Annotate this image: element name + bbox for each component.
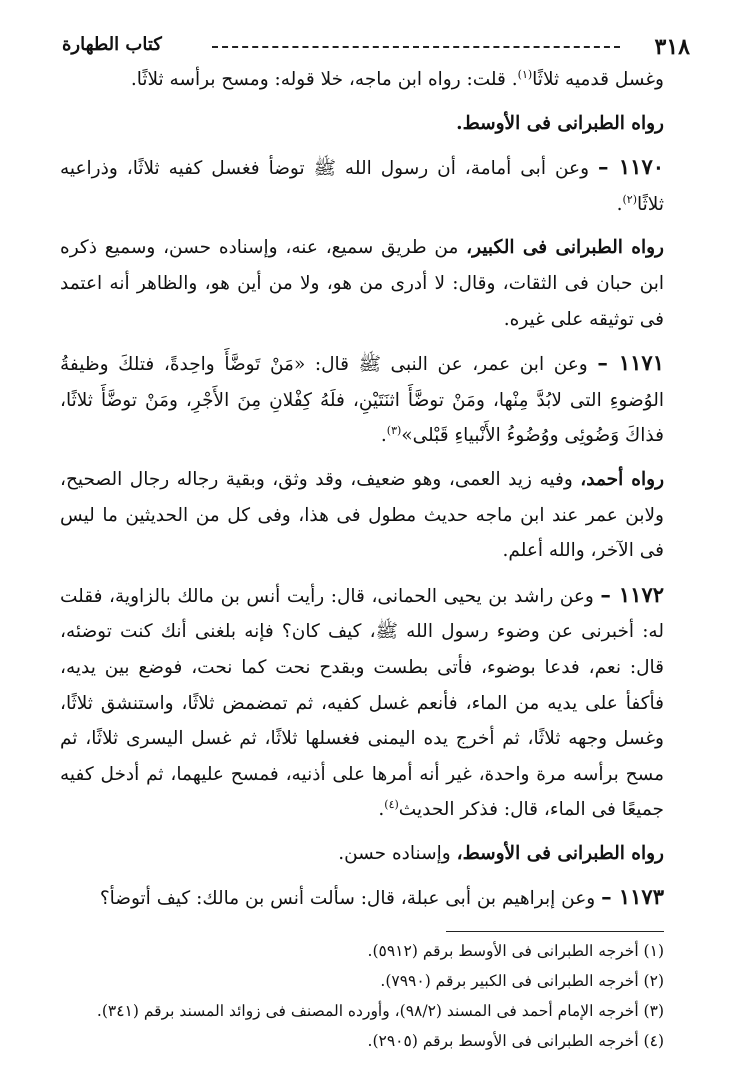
hadith-1171: ١١٧١ – وعن ابن عمر، عن النبى ﷺ قال: «مَنْ تَوضَّأَ واحِدةً، فتلكَ وظيفةُ الوُضوءِ التى لابُدَّ مِنْها، ومَنْ توضَّأَ اثنَتَيْنِ، فلَهُ كِفْلانِ مِنَ الأَجْرِ، ومَنْ توضَّأَ ثلاثًا، فذاكَ وَضُوئِى ووُضُوءُ الأَنْبياءِ قَبْلى»$^{(٣)}$.: [60, 350, 664, 447]
footnote: (١) أخرجه الطبرانى فى الأوسط برقم (٥٩١٢).: [367, 942, 664, 960]
source-paragraph: رواه أحمد، وفيه زيد العمى، وهو ضعيف، وقد وثق، وبقية رجاله رجال الصحيح، ولابن عمر عند ابن ماجه حديث مطول فى هذا، وفى كل من الحديثين ما ليس فى الآخر، والله أعلم.: [60, 468, 665, 562]
hadith-number: ١١٧٢ –: [600, 581, 665, 607]
hadith-number: ١١٧٠ –: [597, 154, 665, 180]
hadith-number: ١١٧١ –: [597, 350, 664, 376]
paragraph: وغسل قدميه ثلاثًا$^{(١)}$. قلت: رواه ابن ماجه، خلا قوله: ومسح برأسه ثلاثًا.: [130, 67, 664, 90]
footnote-divider: [446, 931, 664, 932]
footnote: (٤) أخرجه الطبرانى فى الأوسط برقم (٢٩٠٥).: [367, 1032, 664, 1050]
hadith-number: ١١٧٣ –: [601, 884, 664, 910]
header-divider: [212, 46, 620, 48]
source-paragraph: رواه الطبرانى فى الكبير، من طريق سميع، عنه، وإسناده حسن، وسميع ذكره ابن حبان فى الثقات، وقال: لا أدرى من هو، ولا من أين هو، والظاهر أنه اعتمد فى توثيقه على غيره.: [60, 237, 664, 330]
chapter-title: كتاب الطهارة: [62, 34, 162, 55]
page-body: [60, 62, 664, 925]
page-number: ٣١٨: [654, 34, 690, 60]
footnotes: [60, 936, 664, 1056]
page-header: [62, 32, 690, 62]
footnote: (٣) أخرجه الإمام أحمد فى المسند (٩٨/٢)، وأورده المصنف فى زوائد المسند برقم (٣٤١).: [96, 1002, 664, 1020]
hadith-1173: ١١٧٣ – وعن إبراهيم بن أبى عبلة، قال: سألت أنس بن مالك: كيف أتوضأ؟: [99, 884, 664, 910]
hadith-1170: ١١٧٠ – وعن أبى أمامة، أن رسول الله ﷺ توضأ فغسل كفيه ثلاثًا، وذراعيه ثلاثًا$^{(٢)}$.: [60, 154, 665, 215]
hadith-1172: ١١٧٢ – وعن راشد بن يحيى الحمانى، قال: رأيت أنس بن مالك بالزاوية، فقلت له: أخبرنى عن وضوء رسول الله ﷺ، كيف كان؟ فإنه بلغنى أنك كنت توضئه، قال: نعم، فدعا بوضوء، فأتى بطست وبقدح نحت كما نحت، فوضع بين يديه، فأكفأ على يديه من الماء، فأنعم غسل كفيه، ثم تمضمض ثلاثًا، واستنشق ثلاثًا، وغسل وجهه ثلاثًا، ثم أخرج يده اليمنى فغسلها ثلاثًا، ثم غسل اليسرى ثلاثًا، ثم مسح برأسه مرة واحدة، غير أنه أمرها على أذنيه، فمسح عليهما، ثم أدخل كفيه جميعًا فى الماء، قال: فذكر الحديث$^{(٤)}$.: [60, 581, 665, 821]
source-line: رواه الطبرانى فى الأوسط.: [456, 112, 664, 134]
footnote: (٢) أخرجه الطبرانى فى الكبير برقم (٧٩٩٠).: [380, 972, 664, 990]
source-paragraph: رواه الطبرانى فى الأوسط، وإسناده حسن.: [338, 842, 664, 864]
